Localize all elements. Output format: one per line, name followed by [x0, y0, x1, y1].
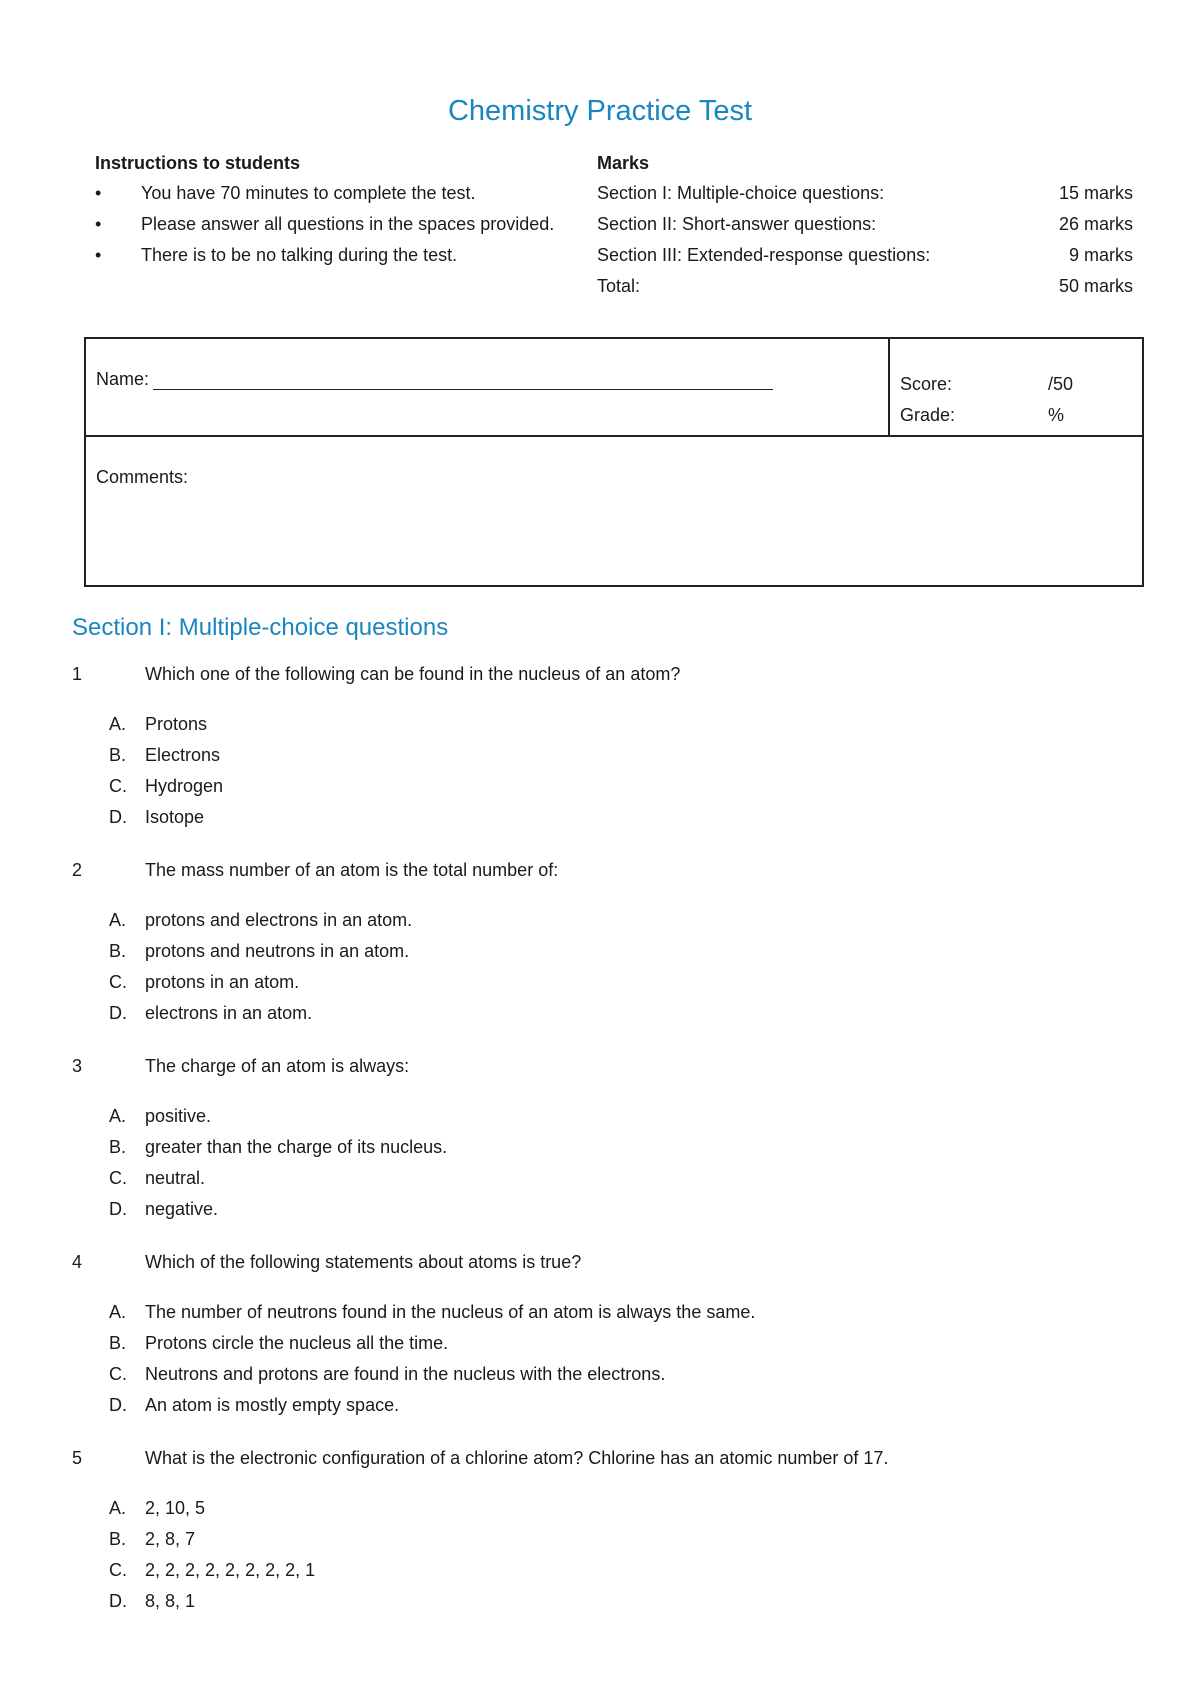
option-list [72, 1101, 1132, 1225]
marks-row-label: Section I: Multiple-choice questions: [597, 183, 885, 203]
question [72, 1053, 1132, 1225]
option-list [72, 1493, 1132, 1617]
option-item[interactable] [109, 1493, 1132, 1524]
question-text: Which one of the following can be found in the nucleus of an atom? [145, 664, 681, 684]
question-text: The charge of an atom is always: [145, 1056, 410, 1076]
option-item[interactable] [109, 1359, 1132, 1390]
question-number: 1 [72, 664, 83, 684]
option-text: Protons [145, 714, 208, 734]
score-label: Score: [900, 374, 953, 394]
option-letter: D. [109, 1003, 127, 1023]
name-label: Name: [96, 369, 150, 389]
question-text: The mass number of an atom is the total number of: [145, 860, 559, 880]
option-list [72, 1297, 1132, 1421]
comments-label: Comments: [96, 467, 189, 487]
name-underline[interactable] [153, 371, 773, 390]
option-letter: C. [109, 972, 127, 992]
option-text: 2, 8, 7 [145, 1529, 196, 1549]
score-row [900, 369, 1073, 400]
option-list [72, 905, 1132, 1029]
details-top-row [86, 339, 1142, 437]
instructions-heading: Instructions to students [95, 153, 301, 173]
marks-row-label: Section III: Extended-response questions: [597, 245, 931, 265]
option-item[interactable] [109, 1297, 1132, 1328]
option-text: negative. [145, 1199, 219, 1219]
option-letter: B. [109, 745, 127, 765]
option-text: protons and neutrons in an atom. [145, 941, 410, 961]
marks-row-value: 9 marks [1068, 245, 1133, 265]
option-text: protons and electrons in an atom. [145, 910, 413, 930]
option-text: Hydrogen [145, 776, 224, 796]
box-divider [888, 339, 890, 435]
option-item[interactable] [109, 1524, 1132, 1555]
student-details-box [84, 337, 1144, 587]
question-stem [72, 1249, 1132, 1275]
marks-block [597, 148, 1133, 302]
page-title: Chemistry Practice Test [447, 95, 753, 127]
option-text: greater than the charge of its nucleus. [145, 1137, 448, 1157]
marks-row [597, 209, 1133, 240]
option-letter: D. [109, 1395, 127, 1415]
score-value: /50 [1048, 374, 1074, 394]
name-field[interactable] [96, 369, 773, 390]
option-letter: A. [109, 1106, 127, 1126]
grade-value: % [1048, 405, 1065, 425]
marks-row-label: Total: [597, 276, 641, 296]
marks-row [597, 271, 1133, 302]
instruction-item: • Please answer all questions in the spaces provided. [95, 209, 595, 240]
option-item[interactable] [109, 1194, 1132, 1225]
option-text: 2, 2, 2, 2, 2, 2, 2, 2, 1 [145, 1560, 316, 1580]
option-text: Neutrons and protons are found in the nucleus with the electrons. [145, 1364, 666, 1384]
question-stem [72, 857, 1132, 883]
instruction-item: • There is to be no talking during the test. [95, 240, 595, 271]
marks-row-value: 15 marks [1058, 183, 1133, 203]
option-item[interactable] [109, 1101, 1132, 1132]
option-item[interactable] [109, 998, 1132, 1029]
option-text: Isotope [145, 807, 205, 827]
option-item[interactable] [109, 1132, 1132, 1163]
option-letter: A. [109, 714, 127, 734]
option-letter: A. [109, 1302, 127, 1322]
question-number: 3 [72, 1056, 83, 1076]
score-block [900, 369, 1073, 431]
option-item[interactable] [109, 1163, 1132, 1194]
question-text: What is the electronic configuration of a chlorine atom? Chlorine has an atomic number of 17. [145, 1448, 889, 1468]
option-item[interactable] [109, 1586, 1132, 1617]
option-item[interactable] [109, 740, 1132, 771]
option-text: neutral. [145, 1168, 206, 1188]
option-letter: C. [109, 1168, 127, 1188]
question-stem [72, 1053, 1132, 1079]
marks-row-value: 26 marks [1058, 214, 1133, 234]
option-item[interactable] [109, 967, 1132, 998]
option-item[interactable] [109, 1328, 1132, 1359]
grade-label: Grade: [900, 405, 956, 425]
option-item[interactable] [109, 936, 1132, 967]
option-letter: C. [109, 1364, 127, 1384]
question [72, 1249, 1132, 1421]
option-list [72, 709, 1132, 833]
option-letter: B. [109, 1137, 127, 1157]
option-item[interactable] [109, 771, 1132, 802]
question [72, 857, 1132, 1029]
option-text: protons in an atom. [145, 972, 300, 992]
option-letter: A. [109, 910, 127, 930]
question [72, 661, 1132, 833]
option-text: positive. [145, 1106, 212, 1126]
marks-heading: Marks [597, 153, 650, 173]
instructions-list [95, 178, 595, 271]
section-heading: Section I: Multiple-choice questions [72, 614, 449, 641]
option-item[interactable] [109, 709, 1132, 740]
option-text: The number of neutrons found in the nucleus of an atom is always the same. [145, 1302, 756, 1322]
marks-row [597, 178, 1133, 209]
option-text: 2, 10, 5 [145, 1498, 206, 1518]
option-text: An atom is mostly empty space. [145, 1395, 400, 1415]
option-letter: B. [109, 1529, 127, 1549]
option-text: 8, 8, 1 [145, 1591, 196, 1611]
question-number: 4 [72, 1252, 83, 1272]
option-text: Electrons [145, 745, 221, 765]
option-letter: D. [109, 807, 127, 827]
question [72, 1445, 1132, 1617]
question-number: 5 [72, 1448, 83, 1468]
question-stem [72, 661, 1132, 687]
instructions-block [95, 148, 595, 271]
option-letter: C. [109, 1560, 127, 1580]
option-letter: B. [109, 1333, 127, 1353]
option-text: electrons in an atom. [145, 1003, 313, 1023]
marks-row-value: 50 marks [1058, 276, 1133, 296]
option-item[interactable] [109, 802, 1132, 833]
option-letter: D. [109, 1199, 127, 1219]
question-text: Which of the following statements about atoms is true? [145, 1252, 582, 1272]
question-stem [72, 1445, 1132, 1471]
option-letter: C. [109, 776, 127, 796]
option-letter: B. [109, 941, 127, 961]
grade-row [900, 400, 1073, 431]
option-text: Protons circle the nucleus all the time. [145, 1333, 449, 1353]
option-item[interactable] [109, 1555, 1132, 1586]
marks-row [597, 240, 1133, 271]
option-letter: D. [109, 1591, 127, 1611]
option-item[interactable] [109, 1390, 1132, 1421]
instruction-item: • You have 70 minutes to complete the test. [95, 178, 595, 209]
option-letter: A. [109, 1498, 127, 1518]
question-number: 2 [72, 860, 83, 880]
marks-row-label: Section II: Short-answer questions: [597, 214, 877, 234]
option-item[interactable] [109, 905, 1132, 936]
